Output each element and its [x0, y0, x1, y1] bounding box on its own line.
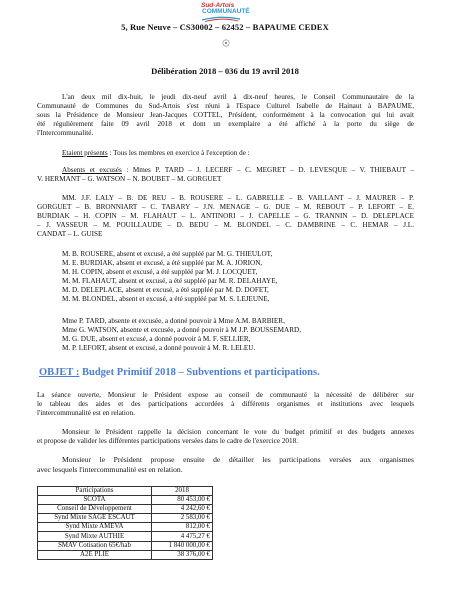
body-line: et propose de valider les différentes participations versées dans le cadre de l'exercice 2018.	[37, 437, 298, 445]
table-cell-amount: 80 453,00 €	[152, 496, 213, 505]
presents-text: : Tous les membres en exercice à l'exception de :	[107, 149, 250, 157]
suppleant-line: M. H. COPIN, absent et excusé, a été suppléé par M. J. LOCQUET,	[62, 268, 258, 276]
pouvoir-line: Mme P. TARD, absente et excusée, a donné pouvoir à Mme A.M. BARBIER,	[62, 317, 285, 325]
intro-line: L'an deux mil dix-huit, le jeudi dix-neuf avril à dix-neuf heures, le Conseil Communautaire de la	[62, 93, 414, 101]
body-line: avec lesquels l'intercommunalité est en relation.	[37, 465, 183, 474]
absents-label: Absents et excusés	[62, 166, 122, 174]
table-row	[38, 541, 213, 550]
suppleant-line: M. E. BURDIAK, absent et excusé, a été suppléé par M. A. JORION,	[62, 259, 263, 267]
suppleant-line: M. D. DELEPLACE, absent et excusé, a été suppléé par M. D. DOFET,	[62, 286, 269, 294]
intro-line: sous la Présidence de Monsieur Jean-Jacques COTTEL, Président, conformément à la convocation qui lui avait	[37, 111, 414, 119]
absents-line	[62, 166, 414, 175]
absents-mm-line: BURDIAK – H. COPIN – M. FLAHAUT – L. ANTINORI – J. CAPELLE – G. TRANNIN – D. DELEPLACE	[37, 212, 414, 220]
table-row	[38, 532, 213, 541]
table-cell-amount: 2 583,00 €	[152, 514, 213, 523]
pouvoir-line: M. G. DUE, absent et excusé, a donné pouvoir à M. F. SELLIER,	[62, 335, 251, 343]
table-header-row	[38, 487, 213, 496]
absents-mm-line: CANDAT – L. GUISE	[37, 230, 103, 238]
table-header-cell: 2018	[152, 487, 213, 496]
suppleant-line: M. B. ROUSERE, absent et excusé, a été suppléé par M. G. THIEULOT,	[62, 250, 273, 258]
table-cell-organisme: Synd Mixte AUTHIE	[38, 532, 152, 541]
intro-line: été régulièrement faite 09 avril 2018 et dont un exemplaire a été affiché à la porte du siège de	[37, 120, 414, 128]
body-line: La séance ouverte, Monsieur le Président expose au conseil de communauté la nécessité de délibérer sur	[37, 391, 414, 399]
table-cell-amount: 4 475,27 €	[152, 532, 213, 541]
logo-text-bottom: COMMUNAUTÉ	[202, 8, 250, 15]
deliberation-title: Délibération 2018 – 036 du 19 avril 2018	[151, 66, 299, 76]
body-line: l'intercommunalité est en relation.	[37, 409, 135, 417]
table-row	[38, 505, 213, 514]
logo-text-top: Sud-Artois	[201, 2, 235, 9]
table-cell-organisme: Synd Mixte SAGE ESCAUT	[38, 514, 152, 523]
table-row	[38, 550, 213, 559]
objet-label: OBJET :	[39, 367, 80, 378]
table-row	[38, 523, 213, 532]
intro-line: Communauté de Communes du Sud-Artois s'est réuni à l'Espace Culturel Isabelle de Hainaut à BAPAUME,	[37, 102, 414, 110]
absents-mm-line: – J. VASSEUR – M. POUILLAUDE – D. BEDU – M. BLONDEL – C. DAMBRINE – C. HEMAR – J.L.	[37, 221, 414, 229]
objet-title: Budget Primitif 2018 – Subventions et participations.	[79, 367, 320, 378]
table-cell-amount: 812,00 €	[152, 523, 213, 532]
table-row	[38, 514, 213, 523]
body-line: Monsieur le Président rappelle la décision concernant le vote du budget primitif et des budgets annexes	[62, 428, 414, 436]
table-cell-amount: 4 242,60 €	[152, 505, 213, 514]
table-cell-organisme: SMAV Cotisation 65€/hab	[38, 541, 152, 550]
presents-line	[62, 149, 250, 158]
table-row	[38, 496, 213, 505]
table-cell-organisme: Conseil de Développement	[38, 505, 152, 514]
ornament-icon	[222, 39, 230, 47]
objet-heading	[39, 367, 320, 378]
absents-mm-line: MM. J.F. LALY – B. DE REU – B. ROUSERE – L. GABRELLE – B. VAILLANT – J. MAURER – P.	[62, 194, 414, 202]
pouvoir-line: Mme G. WATSON, absente et excusée, a donné pouvoir à M J.P. BOUSSEMARD,	[62, 326, 302, 334]
address-line: 5, Rue Neuve – CS30002 – 62452 – BAPAUME CEDEX	[121, 22, 329, 32]
body-line: le tableau des aides et des participations accordées à différents organismes et institutions avec lesquels	[37, 400, 414, 408]
suppleant-line: M. M. FLAHAUT, absent et excusé, a été suppléé par M. R. DELAHAYE,	[62, 277, 278, 285]
participations-table	[37, 486, 213, 560]
absents-line: V. HERMANT – G. WATSON – N. BOUBET – M. GORGUET	[37, 175, 222, 183]
absents-mm-line: GORGUET – B. BRONNIART – C. TABARY – J.N. MENAGE – G. DUE – M. REBOUT – P. LEFORT – E.	[37, 203, 414, 211]
body-line: Monsieur le Président propose ensuite de détailler les participations versées aux organismes	[62, 455, 414, 464]
suppleant-line: M. M. BLONDEL, absent et excusé, a été suppléé par M. S. LEJEUNE,	[62, 295, 270, 303]
intro-line: l'Intercommunalité.	[37, 129, 94, 137]
table-cell-amount: 38 376,00 €	[152, 550, 213, 559]
table-cell-organisme: A2E PLIE	[38, 550, 152, 559]
absents-names: : Mmes P. TARD – J. LECERF – C. MEGRET – D. LEVESQUE – V. THIEBAUT –	[121, 166, 414, 174]
table-header-cell: Participations	[38, 487, 152, 496]
presents-label: Etaient présents	[62, 149, 108, 157]
pouvoir-line: M. P. LEFORT, absent et excusé, a donné pouvoir à M. R. LELEU.	[62, 344, 256, 352]
table-cell-amount: 1 840 000,00 €	[152, 541, 213, 550]
table-cell-organisme: SCOTA	[38, 496, 152, 505]
table-cell-organisme: Synd Mixte AMEVA	[38, 523, 152, 532]
